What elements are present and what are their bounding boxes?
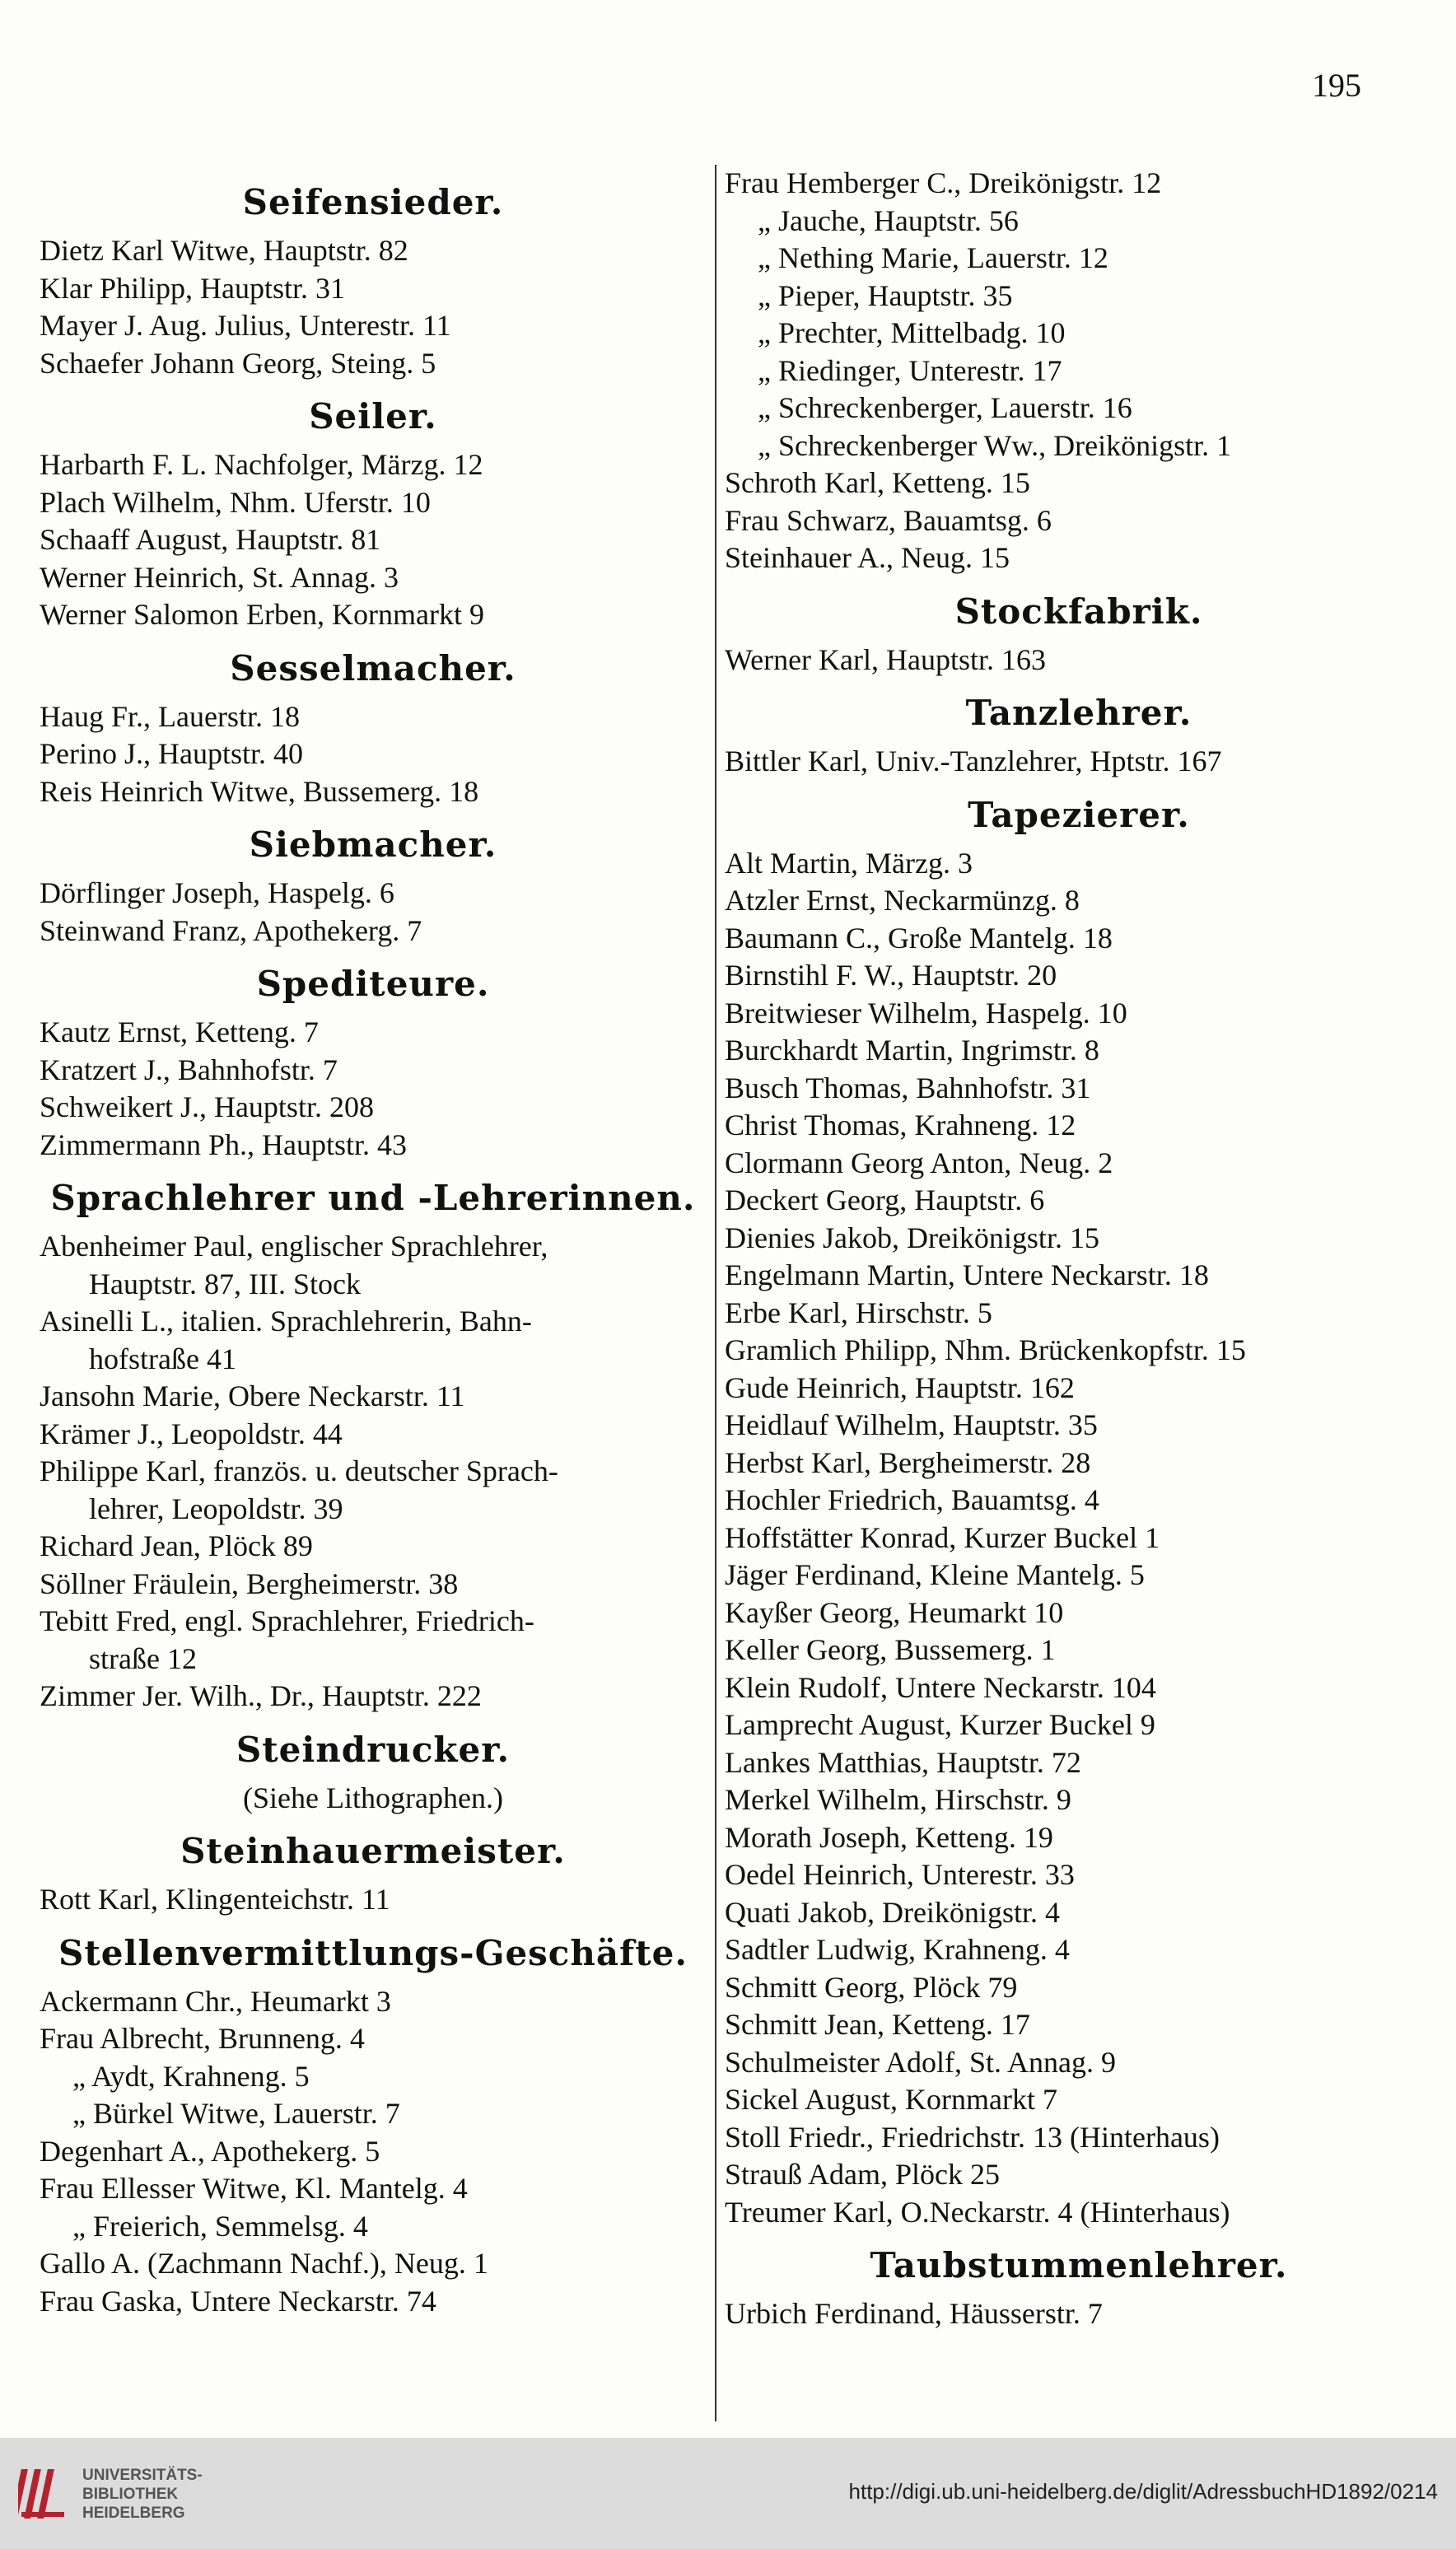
directory-entry: Morath Joseph, Ketteng. 19: [725, 1820, 1053, 1854]
directory-entry: Alt Martin, Märzg. 3: [725, 846, 973, 880]
directory-entry: Steinhauer A., Neug. 15: [725, 541, 1010, 574]
directory-entry: „ Jauche, Hauptstr. 56: [758, 203, 1019, 237]
directory-entry: Frau Gaska, Untere Neckarstr. 74: [40, 2284, 436, 2318]
page-number: 195: [1312, 67, 1361, 104]
directory-entry-continuation: lehrer, Leopoldstr. 39: [89, 1492, 343, 1525]
directory-entry: Busch Thomas, Bahnhofstr. 31: [725, 1071, 1091, 1104]
directory-entry: „ Aydt, Krahneng. 5: [72, 2059, 310, 2093]
directory-entry: Erbe Karl, Hirschstr. 5: [725, 1296, 992, 1329]
directory-entry: Harbarth F. L. Nachfolger, Märzg. 12: [40, 448, 483, 481]
directory-entry-continuation: hofstraße 41: [89, 1342, 236, 1375]
directory-entry: Schmitt Jean, Ketteng. 17: [725, 2008, 1030, 2041]
directory-entry: Abenheimer Paul, englischer Sprachlehrer,: [40, 1230, 548, 1263]
directory-entry: Birnstihl F. W., Hauptstr. 20: [725, 959, 1057, 992]
directory-entry: Frau Schwarz, Bauamtsg. 6: [725, 503, 1052, 537]
directory-entry: Lankes Matthias, Hauptstr. 72: [725, 1745, 1081, 1779]
directory-entry: Kayßer Georg, Heumarkt 10: [725, 1595, 1064, 1629]
directory-entry: Frau Hemberger C., Dreikönigstr. 12: [725, 166, 1162, 199]
directory-entry: „ Nething Marie, Lauerstr. 12: [758, 241, 1108, 274]
section-heading: Spediteure.: [256, 964, 490, 1004]
directory-entry: Gallo A. (Zachmann Nachf.), Neug. 1: [40, 2247, 488, 2280]
directory-entry: Steinwand Franz, Apothekerg. 7: [40, 913, 422, 947]
directory-entry: Haug Fr., Lauerstr. 18: [40, 699, 300, 733]
directory-entry: Engelmann Martin, Untere Neckarstr. 18: [725, 1258, 1209, 1291]
source-url-link[interactable]: http://digi.ub.uni-heidelberg.de/diglit/AdressbuchHD1892/0214: [848, 2479, 1438, 2504]
directory-entry: Gude Heinrich, Hauptstr. 162: [725, 1370, 1075, 1404]
directory-entry: Schaaff August, Hauptstr. 81: [40, 523, 381, 556]
directory-entry: Dörflinger Joseph, Haspelg. 6: [40, 876, 394, 909]
section-heading: Steindrucker.: [236, 1729, 511, 1770]
directory-entry: Plach Wilhelm, Nhm. Uferstr. 10: [40, 485, 431, 519]
directory-entry: Herbst Karl, Bergheimerstr. 28: [725, 1445, 1091, 1479]
directory-entry: Treumer Karl, O.Neckarstr. 4 (Hinterhaus): [725, 2195, 1230, 2229]
section-heading: Seifensieder.: [242, 182, 504, 222]
directory-entry: Deckert Georg, Hauptstr. 6: [725, 1183, 1045, 1216]
directory-entry: Strauß Adam, Plöck 25: [725, 2158, 1000, 2191]
directory-entry: Kratzert J., Bahnhofstr. 7: [40, 1053, 338, 1086]
directory-entry: Schmitt Georg, Plöck 79: [725, 1970, 1018, 2004]
directory-entry: Sickel August, Kornmarkt 7: [725, 2083, 1057, 2116]
section-heading: Tapezierer.: [968, 794, 1190, 835]
section-heading: Tanzlehrer.: [965, 693, 1192, 733]
directory-entry: Werner Heinrich, St. Annag. 3: [40, 560, 399, 594]
left-column: [40, 165, 707, 2320]
directory-entry: Atzler Ernst, Neckarmünzg. 8: [725, 884, 1080, 917]
section-heading: Steinhauermeister.: [180, 1831, 566, 1871]
directory-entry: Heidlauf Wilhelm, Hauptstr. 35: [725, 1408, 1098, 1441]
directory-entry: Jansohn Marie, Obere Neckarstr. 11: [40, 1380, 465, 1412]
directory-entry: Hoffstätter Konrad, Kurzer Buckel 1: [725, 1520, 1160, 1554]
directory-entry: „ Pieper, Hauptstr. 35: [758, 278, 1013, 312]
directory-entry: Baumann C., Große Mantelg. 18: [725, 921, 1113, 955]
directory-entry: Rott Karl, Klingenteichstr. 11: [40, 1883, 390, 1916]
directory-entry: „ Prechter, Mittelbadg. 10: [758, 316, 1066, 349]
directory-entry: Klar Philipp, Hauptstr. 31: [40, 271, 345, 305]
directory-entry: Perino J., Hauptstr. 40: [40, 737, 303, 770]
directory-entry: Mayer J. Aug. Julius, Unterestr. 11: [40, 309, 451, 342]
directory-entry: Bittler Karl, Univ.-Tanzlehrer, Hptstr. 167: [725, 745, 1222, 777]
directory-entry: Zimmer Jer. Wilh., Dr., Hauptstr. 222: [40, 1679, 482, 1712]
directory-entry-continuation: straße 12: [89, 1641, 197, 1675]
directory-entry: Jäger Ferdinand, Kleine Mantelg. 5: [725, 1558, 1145, 1591]
institution-line-1: UNIVERSITÄTS-: [82, 2467, 203, 2484]
directory-entry: Oedel Heinrich, Unterestr. 33: [725, 1858, 1075, 1891]
directory-entry: Richard Jean, Plöck 89: [40, 1529, 313, 1562]
directory-entry: Tebitt Fred, engl. Sprachlehrer, Friedrich-: [40, 1604, 534, 1637]
directory-entry: Schroth Karl, Ketteng. 15: [725, 466, 1030, 499]
section-heading: Siebmacher.: [249, 824, 497, 865]
directory-entry: „ Freierich, Semmelsg. 4: [72, 2209, 368, 2243]
directory-entry: Sadtler Ludwig, Krahneng. 4: [725, 1933, 1070, 1966]
directory-entry: Christ Thomas, Krahneng. 12: [725, 1109, 1076, 1141]
directory-entry: Quati Jakob, Dreikönigstr. 4: [725, 1895, 1060, 1929]
directory-entry: Clormann Georg Anton, Neug. 2: [725, 1146, 1113, 1179]
directory-entry: Krämer J., Leopoldstr. 44: [40, 1417, 343, 1450]
directory-entry: Schulmeister Adolf, St. Annag. 9: [725, 2045, 1116, 2079]
directory-entry: Frau Ellesser Witwe, Kl. Mantelg. 4: [40, 2172, 468, 2205]
directory-entry: Reis Heinrich Witwe, Bussemerg. 18: [40, 774, 479, 808]
directory-entry: Merkel Wilhelm, Hirschstr. 9: [725, 1783, 1071, 1816]
section-heading: Stockfabrik.: [954, 591, 1203, 632]
section-heading: Sprachlehrer und -Lehrerinnen.: [50, 1178, 696, 1218]
directory-entry: Ackermann Chr., Heumarkt 3: [40, 1984, 391, 2018]
directory-entry: Zimmermann Ph., Hauptstr. 43: [40, 1127, 407, 1161]
directory-entry: Lamprecht August, Kurzer Buckel 9: [725, 1708, 1155, 1741]
institution-line-3: HEIDELBERG: [82, 2505, 185, 2522]
directory-entry: Klein Rudolf, Untere Neckarstr. 104: [725, 1670, 1156, 1704]
directory-entry: „ Schreckenberger, Lauerstr. 16: [758, 391, 1132, 424]
directory-entry: Dietz Karl Witwe, Hauptstr. 82: [40, 234, 408, 267]
section-heading: Stellenvermittlungs-Geschäfte.: [58, 1932, 688, 1973]
directory-entry: Werner Salomon Erben, Kornmarkt 9: [40, 598, 484, 631]
directory-entry: Söllner Fräulein, Bergheimerstr. 38: [40, 1566, 459, 1600]
section-heading: Seiler.: [309, 396, 437, 437]
directory-entry-continuation: Hauptstr. 87, III. Stock: [89, 1267, 361, 1300]
directory-entry: Schaefer Johann Georg, Steing. 5: [40, 346, 436, 380]
section-heading: Taubstummenlehrer.: [870, 2245, 1288, 2285]
directory-entry: „ Schreckenberger Ww., Dreikönigstr. 1: [758, 428, 1232, 462]
directory-entry: Degenhart A., Apothekerg. 5: [40, 2134, 380, 2168]
directory-entry: Burckhardt Martin, Ingrimstr. 8: [725, 1034, 1099, 1067]
directory-entry: „ Bürkel Witwe, Lauerstr. 7: [72, 2097, 400, 2130]
directory-entry: Urbich Ferdinand, Häusserstr. 7: [725, 2297, 1103, 2330]
directory-entry: Gramlich Philipp, Nhm. Brückenkopfstr. 15: [725, 1333, 1246, 1366]
directory-entry: Werner Karl, Hauptstr. 163: [725, 642, 1046, 676]
viewer-footer: [0, 2438, 1456, 2549]
directory-entry: Dienies Jakob, Dreikönigstr. 15: [725, 1221, 1099, 1254]
library-logo-icon: [18, 2461, 71, 2527]
directory-entry: Schweikert J., Hauptstr. 208: [40, 1090, 374, 1123]
right-column: [715, 165, 1433, 2421]
directory-entry: Philippe Karl, französ. u. deutscher Sprach-: [40, 1454, 558, 1487]
directory-entry: Keller Georg, Bussemerg. 1: [725, 1633, 1056, 1666]
section-note: (Siehe Lithographen.): [243, 1781, 503, 1814]
institution-line-2: BIBLIOTHEK: [82, 2486, 179, 2503]
directory-entry: Asinelli L., italien. Sprachlehrerin, Bahn-: [40, 1305, 532, 1338]
directory-entry: „ Riedinger, Unterestr. 17: [758, 353, 1062, 387]
directory-entry: Hochler Friedrich, Bauamtsg. 4: [725, 1483, 1099, 1516]
directory-entry: Stoll Friedr., Friedrichstr. 13 (Hinterhaus): [725, 2120, 1220, 2154]
directory-entry: Kautz Ernst, Ketteng. 7: [40, 1015, 319, 1048]
directory-entry: Breitwieser Wilhelm, Haspelg. 10: [725, 996, 1127, 1029]
section-heading: Sesselmacher.: [230, 647, 516, 689]
institution-name: [82, 2466, 203, 2523]
directory-entry: Frau Albrecht, Brunneng. 4: [40, 2022, 365, 2055]
